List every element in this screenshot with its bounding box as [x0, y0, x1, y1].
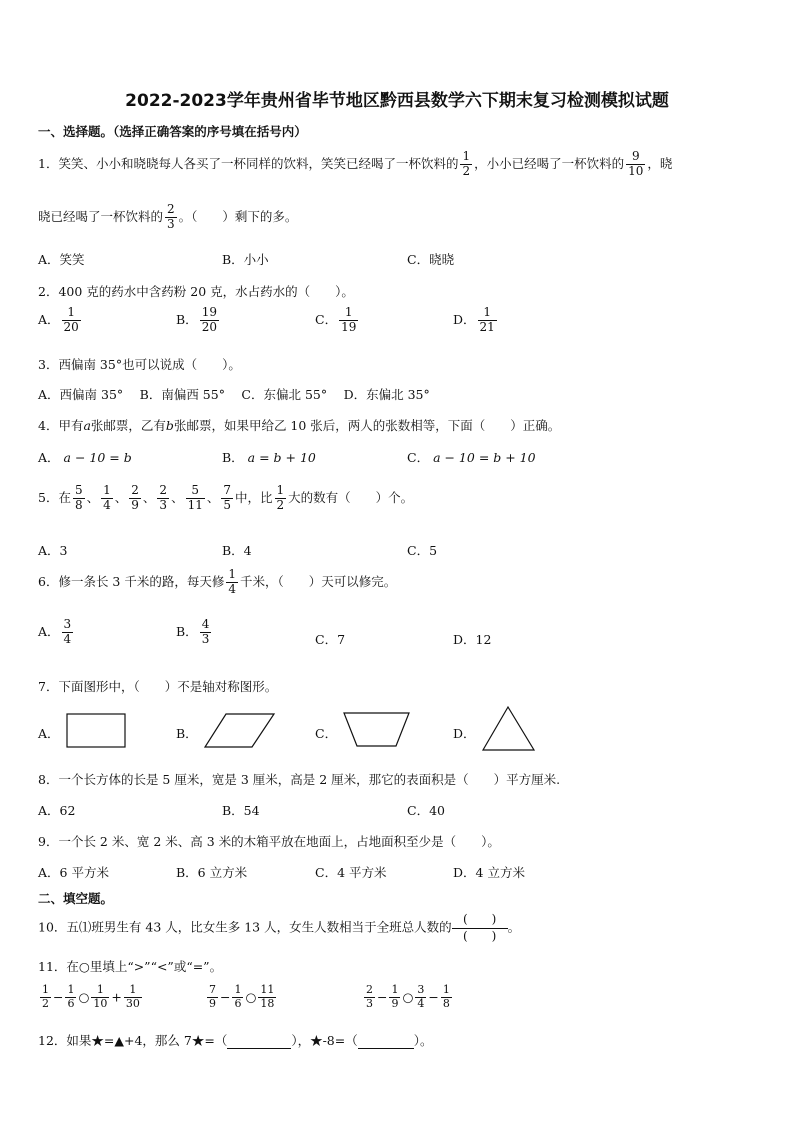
trapezoid-shape: [343, 712, 411, 748]
operator: −: [377, 989, 388, 1005]
fraction: $\frac{1}{6}$: [67, 983, 75, 1010]
question-2: 2．400 克的药水中含药粉 20 克，水占药水的（ ）。: [38, 284, 354, 299]
question-1-line-1: 1．笑笑、小小和晓晓每人各买了一杯同样的饮料，笑笑已经喝了一杯饮料的 $\frac{1}{2}$ ，小小已经喝了一杯饮料的 $\frac{9}{10}$ ，晓: [38, 149, 673, 178]
fraction: $\frac{1}{8}$: [442, 983, 450, 1010]
q11-expression-2[interactable]: [205, 984, 278, 1010]
fraction: $\frac{7}{9}$: [209, 983, 216, 1010]
fraction: $\frac{1}{30}$: [125, 983, 140, 1010]
question-12: 12．如果★=▲+4，那么 7★=（ ），★-8=（ ）。: [38, 1033, 433, 1048]
q9-option-a[interactable]: A．6 平方米: [38, 865, 109, 880]
fraction: $\frac{1}{20}$: [63, 305, 79, 334]
fraction: $\frac{1}{4}$: [103, 483, 111, 512]
q2-option-c[interactable]: C． $\frac{1}{19}$: [315, 305, 357, 334]
page-title: 2022-2023学年贵州省毕节地区黔西县数学六下期末复习检测模拟试题: [125, 91, 669, 111]
q4-option-a[interactable]: A． a − 10 = b: [38, 450, 132, 465]
question-3: 3．西偏南 35°也可以说成（ ）。: [38, 357, 241, 372]
q7-option-a[interactable]: A．: [38, 726, 60, 741]
q8-option-b[interactable]: B．54: [222, 803, 260, 818]
fraction: $\frac{1}{6}$: [234, 983, 242, 1010]
q2-option-b[interactable]: B． $\frac{19}{20}$: [176, 305, 217, 334]
fraction: $\frac{7}{5}$: [223, 483, 232, 512]
q6-option-d[interactable]: D．12: [453, 632, 492, 647]
fraction: $\frac{1}{4}$: [228, 567, 236, 596]
section-1-heading: 一、选择题。（选择正确答案的序号填在括号内）: [38, 124, 307, 139]
question-10: 10．五⑴班男生有 43 人，比女生多 13 人，女生人数相当于全班总人数的 $\frac{( )}{( )}$ 。: [38, 912, 521, 943]
fraction: $\frac{2}{9}$: [131, 483, 139, 512]
fraction: $\frac{1}{9}$: [391, 983, 399, 1010]
answer-fraction-blank[interactable]: $\frac{( )}{( )}$: [452, 912, 508, 944]
question-7: 7．下面图形中，（ ）不是轴对称图形。: [38, 679, 278, 694]
triangle-shape: [482, 706, 536, 752]
fraction-list: $\frac{5}{8}$ 、 $\frac{1}{4}$ 、 $\frac{2}{9}$ 、 $\frac{2}{3}$ 、 $\frac{5}{11}$ 、 $\frac{7}{5}$: [74, 483, 232, 512]
fraction: $\frac{1}{19}$: [341, 305, 357, 334]
q2-option-a[interactable]: A． $\frac{1}{20}$: [38, 305, 79, 334]
q1-option-b[interactable]: B．小小: [222, 252, 269, 267]
operator: +: [111, 989, 122, 1005]
fraction: $\frac{2}{3}$: [366, 983, 373, 1010]
answer-blank[interactable]: [358, 1036, 414, 1049]
q3-options[interactable]: A．西偏南 35° B．南偏西 55° C．东偏北 55° D．东偏北 35°: [38, 387, 430, 402]
fraction: $\frac{1}{2}$: [42, 983, 49, 1010]
q1-option-a[interactable]: A．笑笑: [38, 252, 85, 267]
q11-expression-3[interactable]: [362, 984, 454, 1010]
q1-option-c[interactable]: C．晓晓: [407, 252, 455, 267]
operator: −: [53, 989, 64, 1005]
compare-circle[interactable]: ○: [78, 989, 90, 1005]
parallelogram-shape: [204, 713, 276, 749]
operator: −: [428, 989, 439, 1005]
answer-blank[interactable]: [227, 1036, 291, 1049]
q4-option-c[interactable]: C． a − 10 = b + 10: [407, 450, 536, 465]
fraction: $\frac{9}{10}$: [628, 149, 644, 178]
q5-option-b[interactable]: B．4: [222, 543, 252, 558]
q7-option-b[interactable]: B．: [176, 726, 198, 741]
fraction: $\frac{1}{21}$: [479, 305, 495, 334]
compare-circle[interactable]: ○: [245, 989, 257, 1005]
fraction: $\frac{19}{20}$: [201, 305, 217, 334]
operator: −: [220, 989, 231, 1005]
fraction: $\frac{4}{3}$: [201, 617, 210, 646]
fraction: $\frac{3}{4}$: [63, 617, 72, 646]
question-6: 6．修一条长 3 千米的路，每天修 $\frac{1}{4}$ 千米，（ ）天可以修完。: [38, 567, 397, 596]
question-4: 4．甲有a张邮票，乙有b张邮票，如果甲给乙 10 张后，两人的张数相等，下面（ ）正确。: [38, 418, 561, 433]
compare-circle[interactable]: ○: [402, 989, 414, 1005]
question-11: 11．在○里填上“>”“<”或“=”。: [38, 959, 223, 974]
q4-option-b[interactable]: B． a = b + 10: [222, 450, 316, 465]
fraction: $\frac{1}{10}$: [93, 983, 108, 1010]
question-9: 9．一个长 2 米、宽 2 米、高 3 米的木箱平放在地面上，占地面积至少是（ ）。: [38, 834, 500, 849]
q11-expression-1[interactable]: [38, 984, 144, 1010]
q5-option-c[interactable]: C．5: [407, 543, 438, 558]
question-1-line-2: 晓已经喝了一杯饮料的 $\frac{2}{3}$ 。（ ）剩下的多。: [38, 202, 298, 231]
question-8: 8．一个长方体的长是 5 厘米，宽是 3 厘米，高是 2 厘米，那它的表面积是（ ）平方厘米.: [38, 772, 561, 787]
fraction: $\frac{3}{4}$: [417, 983, 425, 1010]
q8-option-c[interactable]: C．40: [407, 803, 445, 818]
q6-option-a[interactable]: A． $\frac{3}{4}$: [38, 617, 72, 646]
q9-option-c[interactable]: C．4 平方米: [315, 865, 387, 880]
fraction: $\frac{5}{8}$: [74, 483, 83, 512]
q7-option-c[interactable]: C．: [315, 726, 338, 741]
section-2-heading: 二、填空题。: [38, 891, 114, 906]
q8-option-a[interactable]: A．62: [38, 803, 76, 818]
q7-option-d[interactable]: D．: [453, 726, 476, 741]
q5-option-a[interactable]: A．3: [38, 543, 68, 558]
fraction: $\frac{11}{18}$: [260, 983, 275, 1010]
q6-option-b[interactable]: B． $\frac{4}{3}$: [176, 617, 210, 646]
fraction: $\frac{5}{11}$: [187, 483, 203, 512]
question-5: 5．在 $\frac{5}{8}$ 、 $\frac{1}{4}$ 、 $\frac{2}{9}$ 、 $\frac{2}{3}$ 、 $\frac{5}{11}$ 、 $\frac{7}{5}$ 中，比 $\frac{1}{2}$ 大的数有（ ）个。: [38, 483, 414, 512]
fraction: $\frac{2}{3}$: [167, 202, 175, 231]
q9-option-b[interactable]: B．6 立方米: [176, 865, 248, 880]
fraction: $\frac{1}{2}$: [276, 483, 285, 512]
q2-option-d[interactable]: D． $\frac{1}{21}$: [453, 305, 495, 334]
rectangle-shape: [66, 713, 128, 749]
q9-option-d[interactable]: D．4 立方米: [453, 865, 525, 880]
q6-option-c[interactable]: C．7: [315, 632, 346, 647]
fraction: $\frac{2}{3}$: [159, 483, 168, 512]
fraction: $\frac{1}{2}$: [462, 149, 471, 178]
